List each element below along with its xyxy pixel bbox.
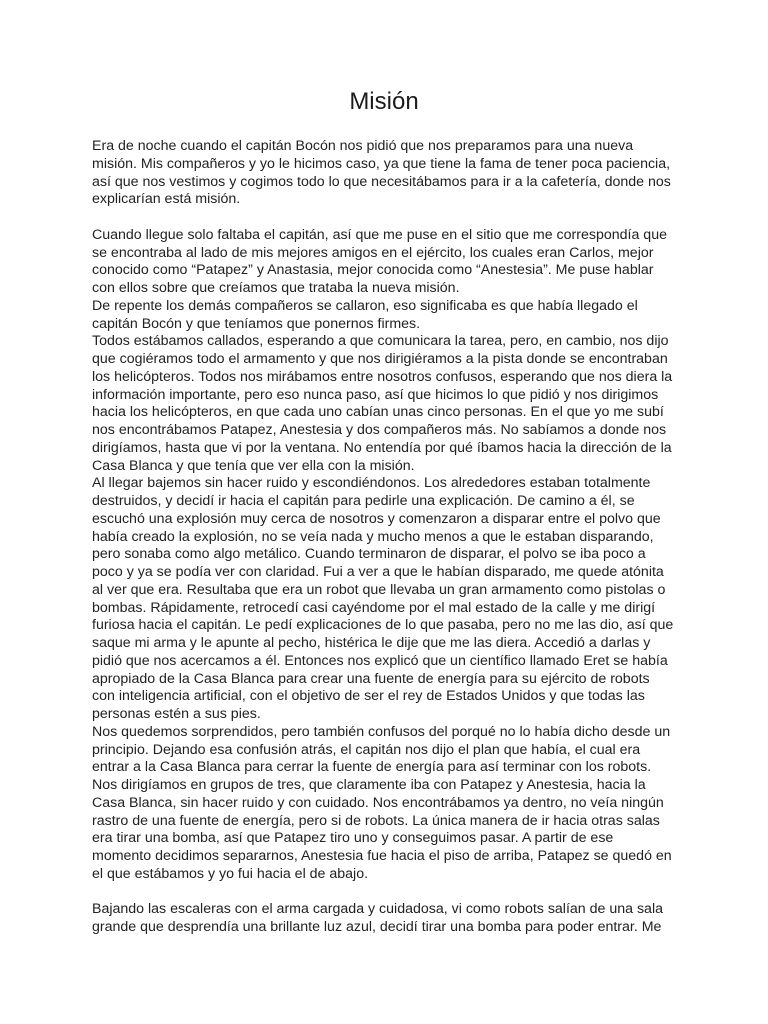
text-line: destruidos, y decidí ir hacia el capitán para pedirle una explicación. De camino a él, se [92, 493, 635, 509]
text-line: pidió que nos acercamos a él. Entonces nos explicó que un científico llamado Eret se había [92, 652, 668, 669]
document-title: Misión [349, 88, 419, 115]
text-line: con inteligencia artificial, con el objetivo de ser el rey de Estados Unidos y que todas las [92, 688, 645, 705]
text-line: explicarían está misión. [92, 191, 241, 208]
text-line: los helicópteros. Todos nos mirábamos entre nosotros confusos, esperando que nos diera la [92, 368, 673, 385]
text-line: capitán Bocón y que teníamos que ponernos firmes. [92, 315, 421, 332]
text-line: Casa Blanca y que tenía que ver ella con la misión. [92, 457, 415, 474]
text-line: era tirar una bomba, así que Patapez tiro uno y conseguimos pasar. A partir de ese [92, 830, 614, 847]
text-line: con ellos sobre que creíamos que trataba la nueva misión. [92, 280, 460, 296]
text-line: conocido como “Patapez” y Anastasia, mejor conocida como “Anestesia”. Me puse hablar [92, 262, 654, 279]
text-line: momento decidimos separarnos, Anestesia fue hacia el piso de arriba, Patapez se quedó en [92, 848, 672, 864]
blank-line [92, 884, 682, 902]
text-line: Era de noche cuando el capitán Bocón nos pidió que nos preparamos para una nueva [92, 138, 634, 154]
text-line: pero sonaba como algo metálico. Cuando terminaron de disparar, el polvo se iba poco a [92, 546, 646, 563]
text-line: información importante, pero eso nunca paso, así que hicimos lo que pidió y nos dirigimos [92, 386, 659, 403]
blank-line [92, 209, 682, 227]
text-line: el que estábamos y yo fui hacia el de abajo. [92, 865, 369, 882]
text-line: al ver que era. Resultaba que era un robot que llevaba un gran armamento como pistolas o [92, 581, 666, 598]
text-line: así que nos vestimos y cogimos todo lo que necesitábamos para ir a la cafetería, donde nos [92, 173, 671, 190]
document-body [92, 138, 682, 937]
text-line: que cogiéramos todo el armamento y que nos dirigiéramos a la pista donde se encontraban [92, 351, 668, 367]
text-line: hacia los helicópteros, en que cada uno cabían unas cinco personas. En el que yo me subí [92, 404, 664, 421]
text-line: Al llegar bajemos sin hacer ruido y escondiéndonos. Los alrededores estaban totalmente [92, 475, 651, 492]
text-line: Nos quedemos sorprendidos, pero también confusos del porqué no lo había dicho desde un [92, 723, 671, 740]
text-line: Casa Blanca, sin hacer ruido y con cuidado. Nos encontrábamos ya dentro, no veía ningún [92, 794, 664, 811]
text-line: saque mi arma y le apunte al pecho, histérica le dije que me las diera. Accedió a darlas y [92, 635, 651, 651]
text-line: grande que desprendía una brillante luz azul, decidí tirar una bomba para poder entrar. Me [92, 919, 662, 935]
text-line: entrar a la Casa Blanca para cerrar la fuente de energía para así terminar con los robots. [92, 759, 652, 776]
text-line: rastro de una fuente de energía, pero si de robots. La única manera de ir hacia otras salas [92, 812, 660, 829]
text-line: Bajando las escaleras con el arma cargada y cuidadosa, vi como robots salían de una sala [92, 901, 663, 918]
text-line: bombas. Rápidamente, retrocedí casi cayéndome por el mal estado de la calle y me dirigí [92, 599, 656, 616]
text-line: principio. Dejando esa confusión atrás, el capitán nos dijo el plan que había, el cual era [92, 741, 641, 758]
text-line: personas estén a sus pies. [92, 706, 261, 722]
text-line: De repente los demás compañeros se callaron, eso significaba es que había llegado el [92, 297, 638, 314]
text-line: Todos estábamos callados, esperando a que comunicara la tarea, pero, en cambio, nos dijo [92, 333, 669, 350]
text-line: apropiado de la Casa Blanca para crear una fuente de energía para su ejército de robots [92, 670, 650, 687]
text-line: Cuando llegue solo faltaba el capitán, así que me puse en el sitio que me correspondía que [92, 226, 667, 243]
text-line: furiosa hacia el capitán. Le pedí explicaciones de lo que pasaba, pero no me las dio, así que [92, 617, 674, 634]
text-line: Nos dirigíamos en grupos de tres, que claramente iba con Patapez y Anestesia, hacia la [92, 777, 646, 793]
text-line: escuchó una explosión muy cerca de nosotros y comenzaron a disparar entre el polvo que [92, 510, 661, 527]
text-line: había creado la explosión, no se veía nada y mucho menos a que le estaban disparando, [92, 528, 654, 545]
text-line: nos encontrábamos Patapez, Anestesia y dos compañeros más. No sabíamos a donde nos [92, 422, 667, 438]
text-line: poco y ya se podía ver con claridad. Fui a ver a que le habían disparado, me quede atónita [92, 564, 664, 580]
text-line: dirigíamos, hasta que vi por la ventana. No entendía por qué íbamos hacia la dirección de la [92, 439, 672, 456]
text-line: misión. Mis compañeros y yo le hicimos caso, ya que tiene la fama de tener poca paciencia, [92, 155, 671, 172]
text-line: se encontraba al lado de mis mejores amigos en el ejército, los cuales eran Carlos, mejor [92, 244, 654, 261]
